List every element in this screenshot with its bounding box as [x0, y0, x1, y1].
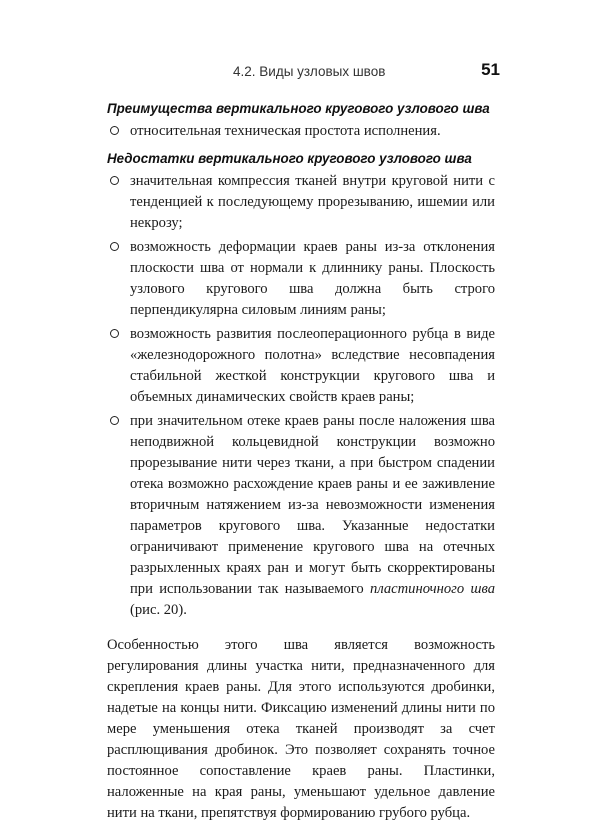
- list-item-text: значительная компрессия тканей внутри круговой нити с тенденцией к последующему прорезыванию, ишемии или некрозу;: [130, 173, 495, 231]
- advantages-heading: Преимущества вертикального кругового узлового шва: [107, 101, 490, 116]
- list-item: [107, 237, 495, 321]
- disadvantages-heading: Недостатки вертикального кругового узлового шва: [107, 151, 472, 166]
- circle-bullet-icon: [110, 126, 119, 135]
- list-item: [107, 171, 495, 234]
- list-item: [107, 324, 495, 408]
- circle-bullet-icon: [110, 329, 119, 338]
- page-number: 51: [481, 60, 500, 79]
- list-item: [107, 121, 495, 142]
- advantages-list: [107, 121, 495, 142]
- list-item-text-end: (рис. 20).: [130, 602, 187, 618]
- list-item-text-start: при значительном отеке краев раны после наложения шва неподвижной кольцевидной конструкции возможно прорезывание нити через ткани, а при быстром спадении отека возможно расхождение краев раны и ее заживление вторичным натяжением из-за невозможности изменения параметров кругового шва. Указанные недостатки ограничивают применение кругового шва на отечных разрыхленных краях ран и могут быть скорректированы при использовании так называемого: [130, 413, 495, 597]
- circle-bullet-icon: [110, 176, 119, 185]
- list-item-text: возможность деформации краев раны из-за отклонения плоскости шва от нормали к длиннику раны. Плоскость узлового кругового шва должна быть строго перпендикулярна силовым линиям раны;: [130, 239, 495, 318]
- body-paragraph: Особенностью этого шва является возможность регулирования длины участка нити, предназначенного для скрепления краев раны. Для этого используются дробинки, надетые на концы нити. Фиксацию изменений длины нити по мере уменьшения отека тканей производят за счет расплющивания дробинок. Это позволяет сохранять точное постоянное сопоставление краев раны. Пластинки, наложенные на края раны, уменьшают удельное давление нити на ткани, препятствуя формированию грубого рубца.: [107, 637, 495, 821]
- circle-bullet-icon: [110, 242, 119, 251]
- italic-term: пластиночного шва: [370, 581, 496, 597]
- list-item: [107, 411, 495, 621]
- running-head-title: 4.2. Виды узловых швов: [233, 64, 386, 79]
- list-item-text: возможность развития послеоперационного рубца в виде «железнодорожного полотна» вследствие несовпадения стабильной жесткой конструкции кругового шва и объемных динамических свойств краев раны;: [130, 326, 495, 405]
- page-content: [107, 98, 495, 824]
- circle-bullet-icon: [110, 416, 119, 425]
- list-item-text: относительная техническая простота исполнения.: [130, 123, 441, 139]
- disadvantages-list: [107, 171, 495, 621]
